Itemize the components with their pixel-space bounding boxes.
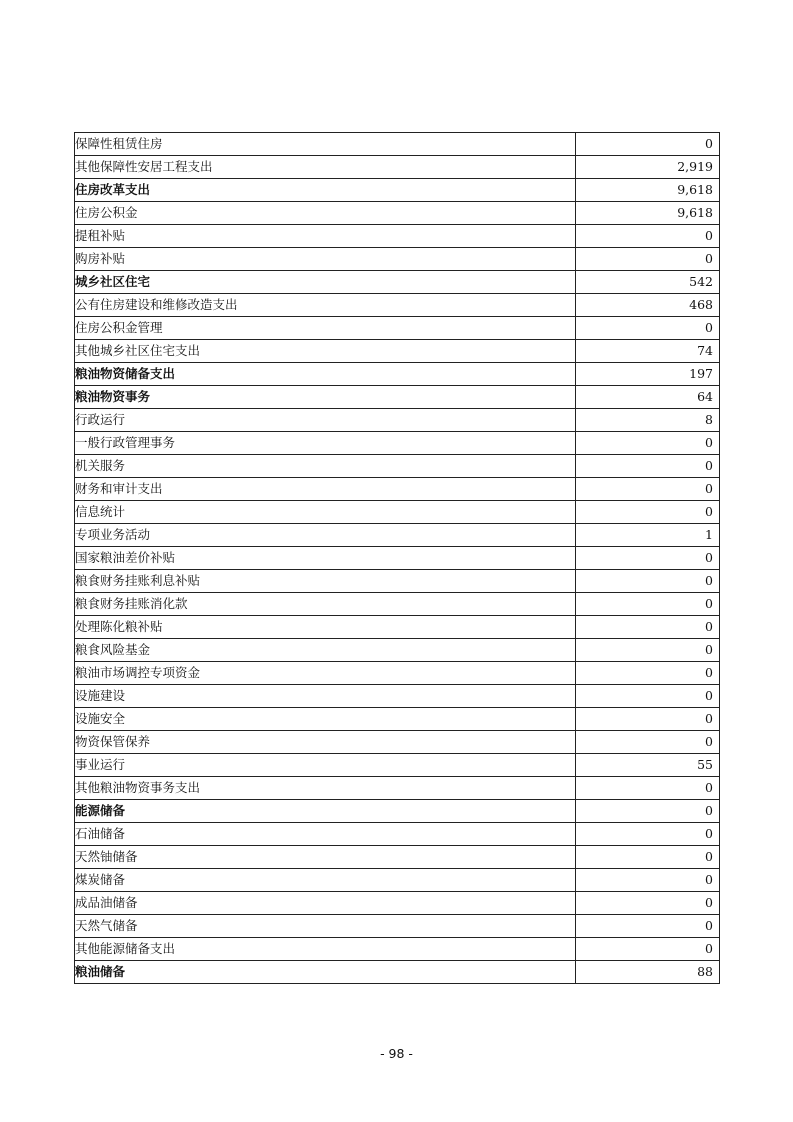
table-row — [75, 800, 720, 823]
table-row — [75, 570, 720, 593]
row-label: 粮食风险基金 — [75, 639, 576, 662]
row-label: 国家粮油差价补贴 — [75, 547, 576, 570]
table-row — [75, 455, 720, 478]
table-row — [75, 409, 720, 432]
table-row — [75, 317, 720, 340]
row-label: 公有住房建设和维修改造支出 — [75, 294, 576, 317]
row-label: 天然气储备 — [75, 915, 576, 938]
table-row — [75, 593, 720, 616]
row-label: 处理陈化粮补贴 — [75, 616, 576, 639]
row-label: 其他保障性安居工程支出 — [75, 156, 576, 179]
table-row — [75, 731, 720, 754]
row-value: 74 — [576, 340, 720, 363]
row-value: 0 — [576, 777, 720, 800]
row-label: 粮油储备 — [75, 961, 576, 984]
row-label: 粮油物资储备支出 — [75, 363, 576, 386]
row-label: 设施安全 — [75, 708, 576, 731]
row-label: 煤炭储备 — [75, 869, 576, 892]
row-label: 成品油储备 — [75, 892, 576, 915]
row-label: 其他城乡社区住宅支出 — [75, 340, 576, 363]
table-row — [75, 179, 720, 202]
row-value: 0 — [576, 869, 720, 892]
row-value: 197 — [576, 363, 720, 386]
table-row — [75, 961, 720, 984]
table-row — [75, 363, 720, 386]
row-value: 0 — [576, 708, 720, 731]
table-row — [75, 340, 720, 363]
row-value: 9,618 — [576, 179, 720, 202]
row-label: 住房公积金管理 — [75, 317, 576, 340]
row-label: 粮油市场调控专项资金 — [75, 662, 576, 685]
table-row — [75, 616, 720, 639]
row-value: 468 — [576, 294, 720, 317]
row-label: 一般行政管理事务 — [75, 432, 576, 455]
table-row — [75, 386, 720, 409]
table-row — [75, 501, 720, 524]
row-value: 55 — [576, 754, 720, 777]
row-value: 0 — [576, 823, 720, 846]
row-value: 9,618 — [576, 202, 720, 225]
table-row — [75, 754, 720, 777]
table-row — [75, 869, 720, 892]
row-value: 0 — [576, 501, 720, 524]
row-value: 88 — [576, 961, 720, 984]
row-value: 0 — [576, 800, 720, 823]
table-row — [75, 846, 720, 869]
row-label: 其他粮油物资事务支出 — [75, 777, 576, 800]
row-value: 0 — [576, 570, 720, 593]
row-label: 专项业务活动 — [75, 524, 576, 547]
table-row — [75, 248, 720, 271]
table-row — [75, 271, 720, 294]
row-value: 1 — [576, 524, 720, 547]
row-value: 0 — [576, 133, 720, 156]
row-label: 行政运行 — [75, 409, 576, 432]
table-row — [75, 225, 720, 248]
row-value: 8 — [576, 409, 720, 432]
table-row — [75, 639, 720, 662]
row-value: 0 — [576, 616, 720, 639]
row-label: 机关服务 — [75, 455, 576, 478]
row-label: 能源储备 — [75, 800, 576, 823]
table-row — [75, 524, 720, 547]
table-body — [75, 133, 720, 984]
row-label: 其他能源储备支出 — [75, 938, 576, 961]
row-label: 住房公积金 — [75, 202, 576, 225]
row-value: 0 — [576, 248, 720, 271]
row-label: 设施建设 — [75, 685, 576, 708]
table-row — [75, 432, 720, 455]
row-label: 保障性租赁住房 — [75, 133, 576, 156]
row-value: 0 — [576, 317, 720, 340]
table-row — [75, 133, 720, 156]
row-label: 信息统计 — [75, 501, 576, 524]
table-row — [75, 777, 720, 800]
budget-table — [74, 132, 720, 984]
row-label: 城乡社区住宅 — [75, 271, 576, 294]
row-label: 粮食财务挂账利息补贴 — [75, 570, 576, 593]
row-value: 0 — [576, 685, 720, 708]
row-value: 0 — [576, 455, 720, 478]
row-value: 0 — [576, 432, 720, 455]
row-value: 0 — [576, 547, 720, 570]
row-value: 542 — [576, 271, 720, 294]
row-value: 0 — [576, 639, 720, 662]
table-row — [75, 708, 720, 731]
row-label: 粮食财务挂账消化款 — [75, 593, 576, 616]
row-label: 财务和审计支出 — [75, 478, 576, 501]
table-row — [75, 547, 720, 570]
table-row — [75, 156, 720, 179]
row-value: 0 — [576, 892, 720, 915]
table-row — [75, 685, 720, 708]
row-label: 物资保管保养 — [75, 731, 576, 754]
page-number: - 98 - — [380, 1046, 413, 1061]
table-row — [75, 915, 720, 938]
table-row — [75, 294, 720, 317]
row-value: 0 — [576, 662, 720, 685]
table-row — [75, 202, 720, 225]
row-value: 0 — [576, 938, 720, 961]
row-label: 提租补贴 — [75, 225, 576, 248]
row-label: 天然铀储备 — [75, 846, 576, 869]
row-value: 2,919 — [576, 156, 720, 179]
table-row — [75, 938, 720, 961]
row-label: 石油储备 — [75, 823, 576, 846]
table-row — [75, 823, 720, 846]
row-value: 0 — [576, 478, 720, 501]
row-label: 购房补贴 — [75, 248, 576, 271]
table-row — [75, 662, 720, 685]
row-value: 0 — [576, 225, 720, 248]
row-label: 粮油物资事务 — [75, 386, 576, 409]
table-row — [75, 892, 720, 915]
row-value: 64 — [576, 386, 720, 409]
row-value: 0 — [576, 593, 720, 616]
row-label: 事业运行 — [75, 754, 576, 777]
row-value: 0 — [576, 915, 720, 938]
row-label: 住房改革支出 — [75, 179, 576, 202]
table-row — [75, 478, 720, 501]
row-value: 0 — [576, 846, 720, 869]
row-value: 0 — [576, 731, 720, 754]
